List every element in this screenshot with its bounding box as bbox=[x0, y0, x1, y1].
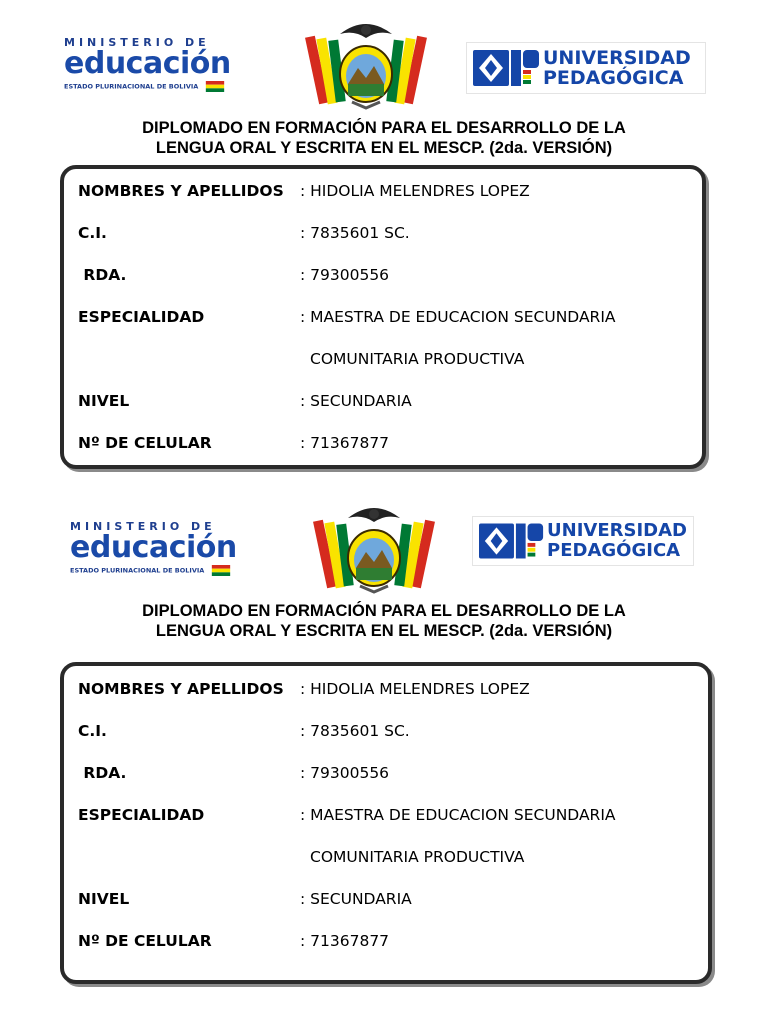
field-label: NOMBRES Y APELLIDOS bbox=[78, 680, 284, 698]
bolivia-crest-icon bbox=[308, 500, 440, 594]
ministerio-main-text: educación bbox=[70, 530, 237, 565]
ministerio-educacion-logo bbox=[70, 520, 237, 576]
field-value: : 79300556 bbox=[300, 764, 390, 782]
field-value: : 7835601 SC. bbox=[300, 224, 410, 242]
ministerio-sub-text: ESTADO PLURINACIONAL DE BOLIVIA bbox=[70, 566, 205, 575]
field-label: Nº DE CELULAR bbox=[78, 932, 212, 950]
field-value: : HIDOLIA MELENDRES LOPEZ bbox=[300, 182, 530, 200]
ministerio-sub-text: ESTADO PLURINACIONAL DE BOLIVIA bbox=[64, 82, 199, 91]
title-line-2: LENGUA ORAL Y ESCRITA EN EL MESCP. (2da. VERSIÓN) bbox=[155, 139, 613, 157]
field-label: NIVEL bbox=[78, 392, 130, 410]
ministerio-top-text: MINISTERIO DE bbox=[64, 36, 210, 49]
field-value: : 7835601 SC. bbox=[300, 722, 410, 740]
field-label: C.I. bbox=[78, 224, 107, 242]
field-value: : 71367877 bbox=[300, 434, 390, 452]
field-label: ESPECIALIDAD bbox=[78, 308, 205, 326]
ministerio-top-text: MINISTERIO DE bbox=[70, 520, 216, 533]
title-line-1: DIPLOMADO EN FORMACIÓN PARA EL DESARROLLO DE LA bbox=[142, 602, 626, 620]
bolivia-flag-icon bbox=[211, 565, 231, 576]
universidad-line2: PEDAGÓGICA bbox=[547, 540, 681, 561]
field-value: : HIDOLIA MELENDRES LOPEZ bbox=[300, 680, 530, 698]
field-value: : SECUNDARIA bbox=[300, 392, 412, 410]
field-value: : MAESTRA DE EDUCACION SECUNDARIA bbox=[300, 308, 616, 326]
title-line-1: DIPLOMADO EN FORMACIÓN PARA EL DESARROLLO DE LA bbox=[142, 119, 626, 137]
field-label: RDA. bbox=[78, 764, 127, 782]
field-label: NIVEL bbox=[78, 890, 130, 908]
universidad-line2: PEDAGÓGICA bbox=[543, 67, 684, 89]
field-label: C.I. bbox=[78, 722, 107, 740]
field-value: : SECUNDARIA bbox=[300, 890, 412, 908]
field-label: ESPECIALIDAD bbox=[78, 806, 205, 824]
field-value: COMUNITARIA PRODUCTIVA bbox=[310, 848, 525, 866]
field-value: : 71367877 bbox=[300, 932, 390, 950]
universidad-pedagogica-logo bbox=[472, 516, 694, 566]
field-label: NOMBRES Y APELLIDOS bbox=[78, 182, 284, 200]
field-value: : MAESTRA DE EDUCACION SECUNDARIA bbox=[300, 806, 616, 824]
universidad-line1: UNIVERSIDAD bbox=[543, 47, 691, 69]
ministerio-main-text: educación bbox=[64, 46, 231, 81]
title-line-2: LENGUA ORAL Y ESCRITA EN EL MESCP. (2da. VERSIÓN) bbox=[155, 622, 613, 640]
diplomado-title bbox=[0, 601, 768, 641]
universidad-line1: UNIVERSIDAD bbox=[547, 520, 687, 541]
field-label: Nº DE CELULAR bbox=[78, 434, 212, 452]
field-value: : 79300556 bbox=[300, 266, 390, 284]
field-value: COMUNITARIA PRODUCTIVA bbox=[310, 350, 525, 368]
up-emblem-icon bbox=[479, 521, 545, 561]
field-label: RDA. bbox=[78, 266, 127, 284]
